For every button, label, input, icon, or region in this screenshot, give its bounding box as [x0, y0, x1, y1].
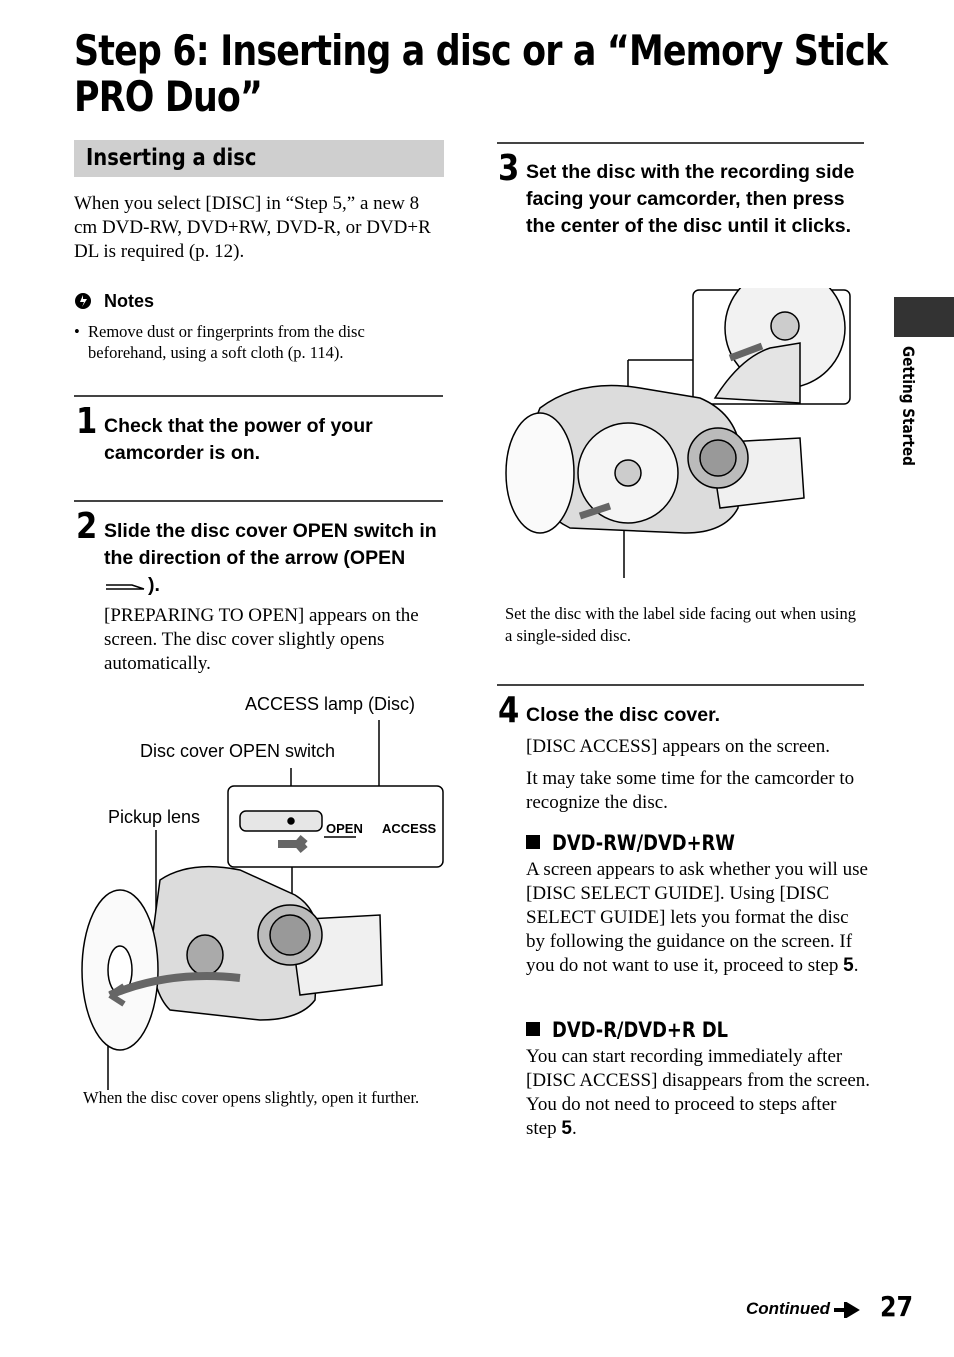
- pickup-lens-label: Pickup lens: [108, 807, 201, 827]
- square-bullet-icon: [526, 1022, 540, 1036]
- notes-heading: Notes: [104, 291, 155, 311]
- chapter-tab: [894, 297, 954, 337]
- access-text: ACCESS: [382, 821, 437, 836]
- figure1-caption: When the disc cover opens slightly, open it further.: [83, 1088, 420, 1107]
- access-lamp-label: ACCESS lamp (Disc): [245, 694, 416, 714]
- notes-item: [74, 321, 434, 363]
- subsection-end: .: [571, 1118, 577, 1139]
- camcorder-open-illustration: [80, 720, 450, 1090]
- chapter-tab-label: Getting Started: [899, 346, 918, 466]
- page-number: 27: [880, 1290, 914, 1323]
- step-number: 2: [76, 506, 98, 547]
- section-header: [74, 140, 444, 177]
- subheading: DVD-R/DVD+R DL: [552, 1018, 729, 1042]
- divider: [74, 500, 443, 502]
- section-title: Inserting a disc: [86, 145, 257, 171]
- square-bullet-icon: [526, 835, 540, 849]
- step-heading-text: Slide the disc cover OPEN switch in the direction of the arrow (OPEN: [104, 520, 437, 569]
- step-heading-end: ).: [148, 574, 160, 596]
- step-body: It may take some time for the camcorder to recognize the disc.: [526, 768, 855, 813]
- step-heading: Close the disc cover.: [526, 704, 721, 726]
- step-body: [PREPARING TO OPEN] appears on the screen. The disc cover slightly opens automatically.: [104, 605, 419, 674]
- step-ref: 5: [561, 1118, 572, 1139]
- open-switch-label: Disc cover OPEN switch: [140, 741, 336, 761]
- subsection-body: [526, 858, 871, 978]
- continued-label: [746, 1299, 860, 1319]
- divider: [74, 395, 443, 397]
- notes-icon: [74, 292, 94, 312]
- step-number: 4: [498, 690, 520, 731]
- subsection-body: [526, 1045, 871, 1141]
- bullet-icon: •: [74, 322, 80, 341]
- arrow-right-icon: [834, 1302, 860, 1318]
- step-body: [DISC ACCESS] appears on the screen.: [526, 736, 830, 757]
- open-switch-text: OPEN: [326, 821, 363, 836]
- step-number: 1: [76, 401, 98, 442]
- page-title: Step 6: Inserting a disc or a “Memory Stick PRO Duo”: [74, 26, 888, 121]
- step-heading: [104, 518, 444, 599]
- figure2-caption: Set the disc with the label side facing out when using a single-sided disc.: [505, 604, 857, 645]
- divider: [497, 684, 864, 686]
- continued-text: Continued: [746, 1299, 831, 1318]
- subheading: DVD-RW/DVD+RW: [552, 831, 735, 855]
- step-number: 3: [498, 148, 520, 189]
- disc-insert-illustration: [500, 288, 856, 578]
- subsection-end: .: [853, 955, 859, 976]
- open-arrow-icon: [104, 579, 148, 593]
- notes-item-text: Remove dust or fingerprints from the disc beforehand, using a soft cloth (p. 114).: [88, 322, 365, 362]
- step-heading: Check that the power of your camcorder is on.: [104, 415, 373, 464]
- step-heading: Set the disc with the recording side facing your camcorder, then press the center of the disc until it clicks.: [526, 161, 855, 237]
- step-ref: 5: [843, 955, 854, 976]
- subsection-text: A screen appears to ask whether you will use [DISC SELECT GUIDE]. Using [DISC SELECT GUIDE] lets you format the disc by following the guidance on the screen. If you do not want to use it, proceed to step: [526, 859, 868, 976]
- subsection-text: You can start recording immediately after [DISC ACCESS] disappears from the screen. You do not need to proceed to steps after step: [526, 1046, 871, 1139]
- intro-text: When you select [DISC] in “Step 5,” a new 8 cm DVD-RW, DVD+RW, DVD-R, or DVD+R DL is required (p. 12).: [74, 193, 431, 262]
- divider: [497, 142, 864, 144]
